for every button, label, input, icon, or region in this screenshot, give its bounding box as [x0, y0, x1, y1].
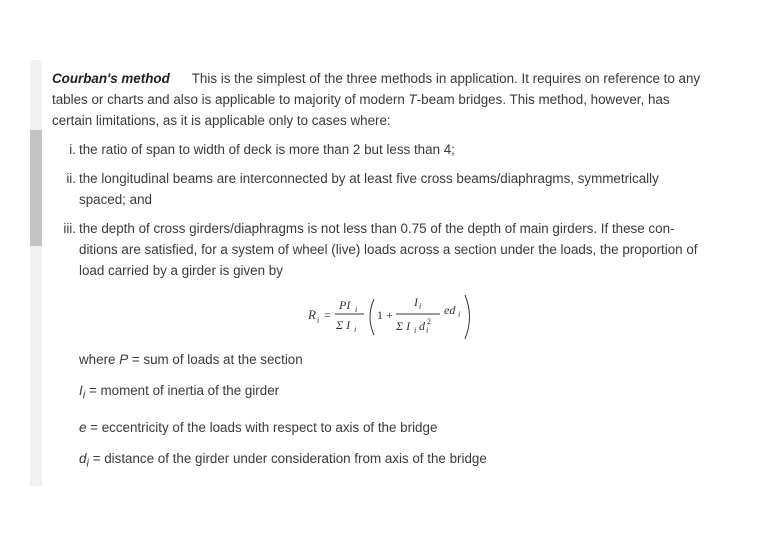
intro-text-before: This is the simplest of the three methods in application. It requires on reference to any tables or charts and also is applicable to majority of modern	[52, 71, 701, 107]
list-item	[52, 218, 702, 281]
list-item-number: i.	[69, 142, 76, 157]
list-item	[52, 168, 702, 210]
definition-var: P	[119, 352, 129, 367]
definition-var: e	[79, 419, 87, 435]
formula-num1: PI	[339, 298, 351, 312]
definition-sub: i	[82, 389, 86, 402]
formula-den2-sup: 2	[427, 317, 431, 326]
definition-item	[79, 349, 702, 370]
formula-num1-sub: i	[355, 305, 358, 314]
definition-sub: i	[86, 457, 89, 470]
formula-den1-sub: i	[354, 325, 357, 334]
right-paren	[465, 295, 470, 339]
formula-lhs: R	[308, 307, 316, 322]
definition-text: = distance of the girder under consideration from axis of the bridge	[88, 450, 487, 466]
formula-one-plus: 1 +	[377, 308, 393, 322]
definition-var: d	[79, 450, 87, 466]
conditions-list	[52, 139, 702, 281]
scrollbar-track[interactable]	[30, 60, 42, 486]
list-item-number: ii.	[66, 171, 76, 186]
definition-var: I	[79, 383, 83, 398]
scrollbar-thumb[interactable]	[30, 130, 42, 246]
definition-prefix: where	[79, 352, 120, 367]
list-item-text: the ratio of span to width of deck is more than 2 but less than 4;	[79, 142, 455, 157]
list-item	[52, 139, 702, 160]
list-item-number: iii.	[63, 221, 76, 236]
formula-den2-sub: i	[414, 326, 417, 335]
definition-text: = sum of loads at the section	[128, 352, 303, 367]
formula-num2: I	[414, 295, 418, 309]
formula-num2-sub: i	[419, 302, 422, 311]
formula-lhs-sub: i	[317, 316, 320, 325]
definition-item	[79, 380, 702, 407]
list-item-text: the depth of cross girders/diaphragms is not less than 0.75 of the depth of main girders. If these con-ditions are satisfied, for a system of wheel (live) loads across a section under the loads, the proportion of load carried by a girder is given by	[79, 221, 698, 278]
list-item-text: the longitudinal beams are interconnected by at least five cross beams/diaphragms, symmetrically spaced; and	[79, 171, 659, 207]
formula-den2-d: d	[419, 319, 425, 333]
variable-definitions	[79, 349, 702, 474]
t-italic: T	[408, 92, 417, 107]
left-paren	[370, 299, 374, 335]
intro-text-after: -beam bridges. This method, however, has certain limitations, as it is applicable only to cases where:	[52, 92, 670, 128]
formula-svg	[302, 289, 492, 345]
formula-den2: Σ I	[396, 319, 411, 333]
definition-text: = eccentricity of the loads with respect to axis of the bridge	[86, 419, 438, 435]
definition-item	[79, 417, 702, 438]
formula-ed: ed	[444, 303, 456, 317]
document-body	[52, 68, 702, 484]
formula-den2-d-sub: i	[426, 326, 429, 335]
definition-text: = moment of inertia of the girder	[85, 383, 280, 398]
load-distribution-formula	[52, 289, 702, 345]
intro-paragraph	[52, 68, 702, 131]
formula-ed-sub: i	[458, 310, 461, 319]
formula-den1: Σ I	[336, 318, 351, 332]
definition-item	[79, 448, 702, 475]
formula-eq: =	[324, 308, 331, 322]
method-term: Courban's method	[52, 71, 170, 86]
